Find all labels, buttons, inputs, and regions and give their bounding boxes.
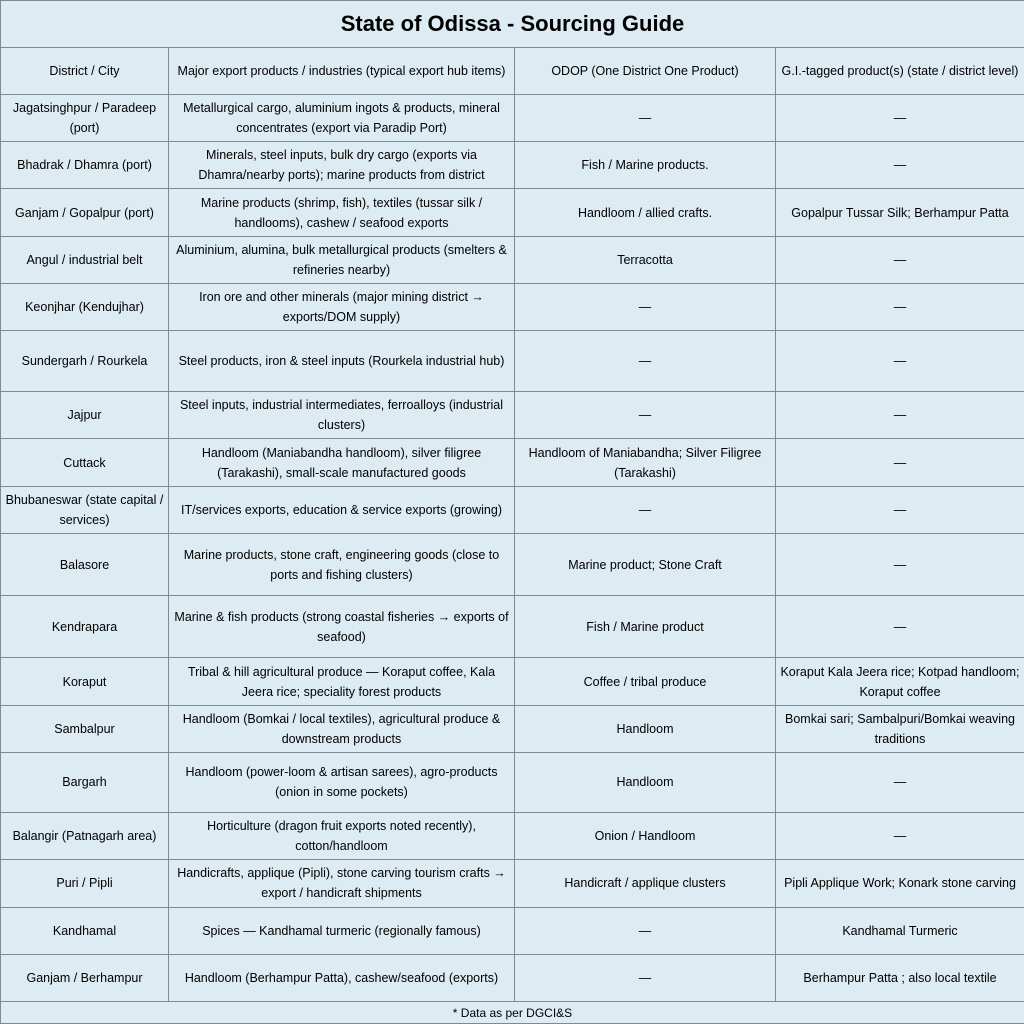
district-cell: Kendrapara xyxy=(1,596,169,658)
district-cell: Keonjhar (Kendujhar) xyxy=(1,283,169,330)
table-row xyxy=(1,142,1024,189)
odop-cell: — xyxy=(515,331,776,392)
district-cell: Koraput xyxy=(1,658,169,705)
table-row xyxy=(1,189,1024,236)
table-row xyxy=(1,236,1024,283)
products-cell: Marine products, stone craft, engineering goods (close to ports and fishing clusters) xyxy=(169,533,515,595)
gi-cell: — xyxy=(776,236,1024,283)
odop-cell: — xyxy=(515,907,776,954)
products-cell: Aluminium, alumina, bulk metallurgical products (smelters & refineries nearby) xyxy=(169,236,515,283)
products-cell: Steel inputs, industrial intermediates, ferroalloys (industrial clusters) xyxy=(169,392,515,439)
table-row xyxy=(1,533,1024,595)
district-cell: Bargarh xyxy=(1,752,169,812)
gi-cell: — xyxy=(776,752,1024,812)
title-row xyxy=(1,1,1024,48)
gi-cell: — xyxy=(776,486,1024,533)
odop-cell: Marine product; Stone Craft xyxy=(515,533,776,595)
odop-cell: — xyxy=(515,283,776,330)
odop-cell: — xyxy=(515,486,776,533)
table-row xyxy=(1,907,1024,954)
district-cell: Angul / industrial belt xyxy=(1,236,169,283)
products-cell: Marine & fish products (strong coastal fisheries → exports of seafood) xyxy=(169,596,515,658)
odop-cell: Terracotta xyxy=(515,236,776,283)
table-row xyxy=(1,954,1024,1001)
district-cell: Kandhamal xyxy=(1,907,169,954)
district-cell: Ganjam / Gopalpur (port) xyxy=(1,189,169,236)
gi-cell: Gopalpur Tussar Silk; Berhampur Patta xyxy=(776,189,1024,236)
products-cell: Handloom (power-loom & artisan sarees), agro-products (onion in some pockets) xyxy=(169,752,515,812)
header-products: Major export products / industries (typical export hub items) xyxy=(169,48,515,95)
products-cell: Tribal & hill agricultural produce — Koraput coffee, Kala Jeera rice; speciality forest products xyxy=(169,658,515,705)
district-cell: Bhubaneswar (state capital / services) xyxy=(1,486,169,533)
odop-cell: — xyxy=(515,392,776,439)
gi-cell: Bomkai sari; Sambalpuri/Bomkai weaving traditions xyxy=(776,705,1024,752)
gi-cell: — xyxy=(776,95,1024,142)
district-cell: Puri / Pipli xyxy=(1,860,169,907)
products-cell: Metallurgical cargo, aluminium ingots & products, mineral concentrates (export via Paradip Port) xyxy=(169,95,515,142)
odop-cell: — xyxy=(515,954,776,1001)
products-cell: Spices — Kandhamal turmeric (regionally famous) xyxy=(169,907,515,954)
district-cell: Ganjam / Berhampur xyxy=(1,954,169,1001)
gi-cell: Koraput Kala Jeera rice; Kotpad handloom; Koraput coffee xyxy=(776,658,1024,705)
odop-cell: Fish / Marine products. xyxy=(515,142,776,189)
products-cell: Handloom (Maniabandha handloom), silver filigree (Tarakashi), small-scale manufactured goods xyxy=(169,439,515,486)
header-district: District / City xyxy=(1,48,169,95)
gi-cell: — xyxy=(776,331,1024,392)
products-cell: Iron ore and other minerals (major mining district → exports/DOM supply) xyxy=(169,283,515,330)
odop-cell: Handloom / allied crafts. xyxy=(515,189,776,236)
gi-cell: — xyxy=(776,392,1024,439)
odop-cell: Handicraft / applique clusters xyxy=(515,860,776,907)
gi-cell: Berhampur Patta ; also local textile xyxy=(776,954,1024,1001)
district-cell: Bhadrak / Dhamra (port) xyxy=(1,142,169,189)
odop-cell: Handloom xyxy=(515,705,776,752)
table-row xyxy=(1,331,1024,392)
district-cell: Balangir (Patnagarh area) xyxy=(1,813,169,860)
gi-cell: Kandhamal Turmeric xyxy=(776,907,1024,954)
odop-cell: Handloom xyxy=(515,752,776,812)
odop-cell: Onion / Handloom xyxy=(515,813,776,860)
gi-cell: — xyxy=(776,596,1024,658)
district-cell: Jajpur xyxy=(1,392,169,439)
district-cell: Jagatsinghpur / Paradeep (port) xyxy=(1,95,169,142)
products-cell: Horticulture (dragon fruit exports noted recently), cotton/handloom xyxy=(169,813,515,860)
district-cell: Sambalpur xyxy=(1,705,169,752)
header-row xyxy=(1,48,1024,95)
odop-cell: — xyxy=(515,95,776,142)
products-cell: Steel products, iron & steel inputs (Rourkela industrial hub) xyxy=(169,331,515,392)
products-cell: Handicrafts, applique (Pipli), stone carving tourism crafts → export / handicraft shipments xyxy=(169,860,515,907)
odop-cell: Handloom of Maniabandha; Silver Filigree (Tarakashi) xyxy=(515,439,776,486)
gi-cell: — xyxy=(776,533,1024,595)
table-row xyxy=(1,705,1024,752)
header-odop: ODOP (One District One Product) xyxy=(515,48,776,95)
district-cell: Cuttack xyxy=(1,439,169,486)
table-row xyxy=(1,860,1024,907)
odop-cell: Fish / Marine product xyxy=(515,596,776,658)
table-row xyxy=(1,596,1024,658)
table-row xyxy=(1,813,1024,860)
gi-cell: — xyxy=(776,142,1024,189)
gi-cell: Pipli Applique Work; Konark stone carving xyxy=(776,860,1024,907)
products-cell: IT/services exports, education & service exports (growing) xyxy=(169,486,515,533)
products-cell: Handloom (Bomkai / local textiles), agricultural produce & downstream products xyxy=(169,705,515,752)
gi-cell: — xyxy=(776,283,1024,330)
gi-cell: — xyxy=(776,439,1024,486)
products-cell: Minerals, steel inputs, bulk dry cargo (exports via Dhamra/nearby ports); marine products from district xyxy=(169,142,515,189)
page-title: State of Odissa - Sourcing Guide xyxy=(1,1,1024,48)
table-row xyxy=(1,392,1024,439)
table-row xyxy=(1,95,1024,142)
district-cell: Sundergarh / Rourkela xyxy=(1,331,169,392)
table-row xyxy=(1,658,1024,705)
odop-cell: Coffee / tribal produce xyxy=(515,658,776,705)
footnote: * Data as per DGCI&S xyxy=(1,1002,1024,1024)
products-cell: Marine products (shrimp, fish), textiles (tussar silk / handlooms), cashew / seafood exports xyxy=(169,189,515,236)
table-row xyxy=(1,283,1024,330)
products-cell: Handloom (Berhampur Patta), cashew/seafood (exports) xyxy=(169,954,515,1001)
footnote-row xyxy=(1,1002,1024,1024)
gi-cell: — xyxy=(776,813,1024,860)
table-row xyxy=(1,439,1024,486)
table-row xyxy=(1,752,1024,812)
table-row xyxy=(1,486,1024,533)
district-cell: Balasore xyxy=(1,533,169,595)
header-gi: G.I.-tagged product(s) (state / district level) xyxy=(776,48,1024,95)
